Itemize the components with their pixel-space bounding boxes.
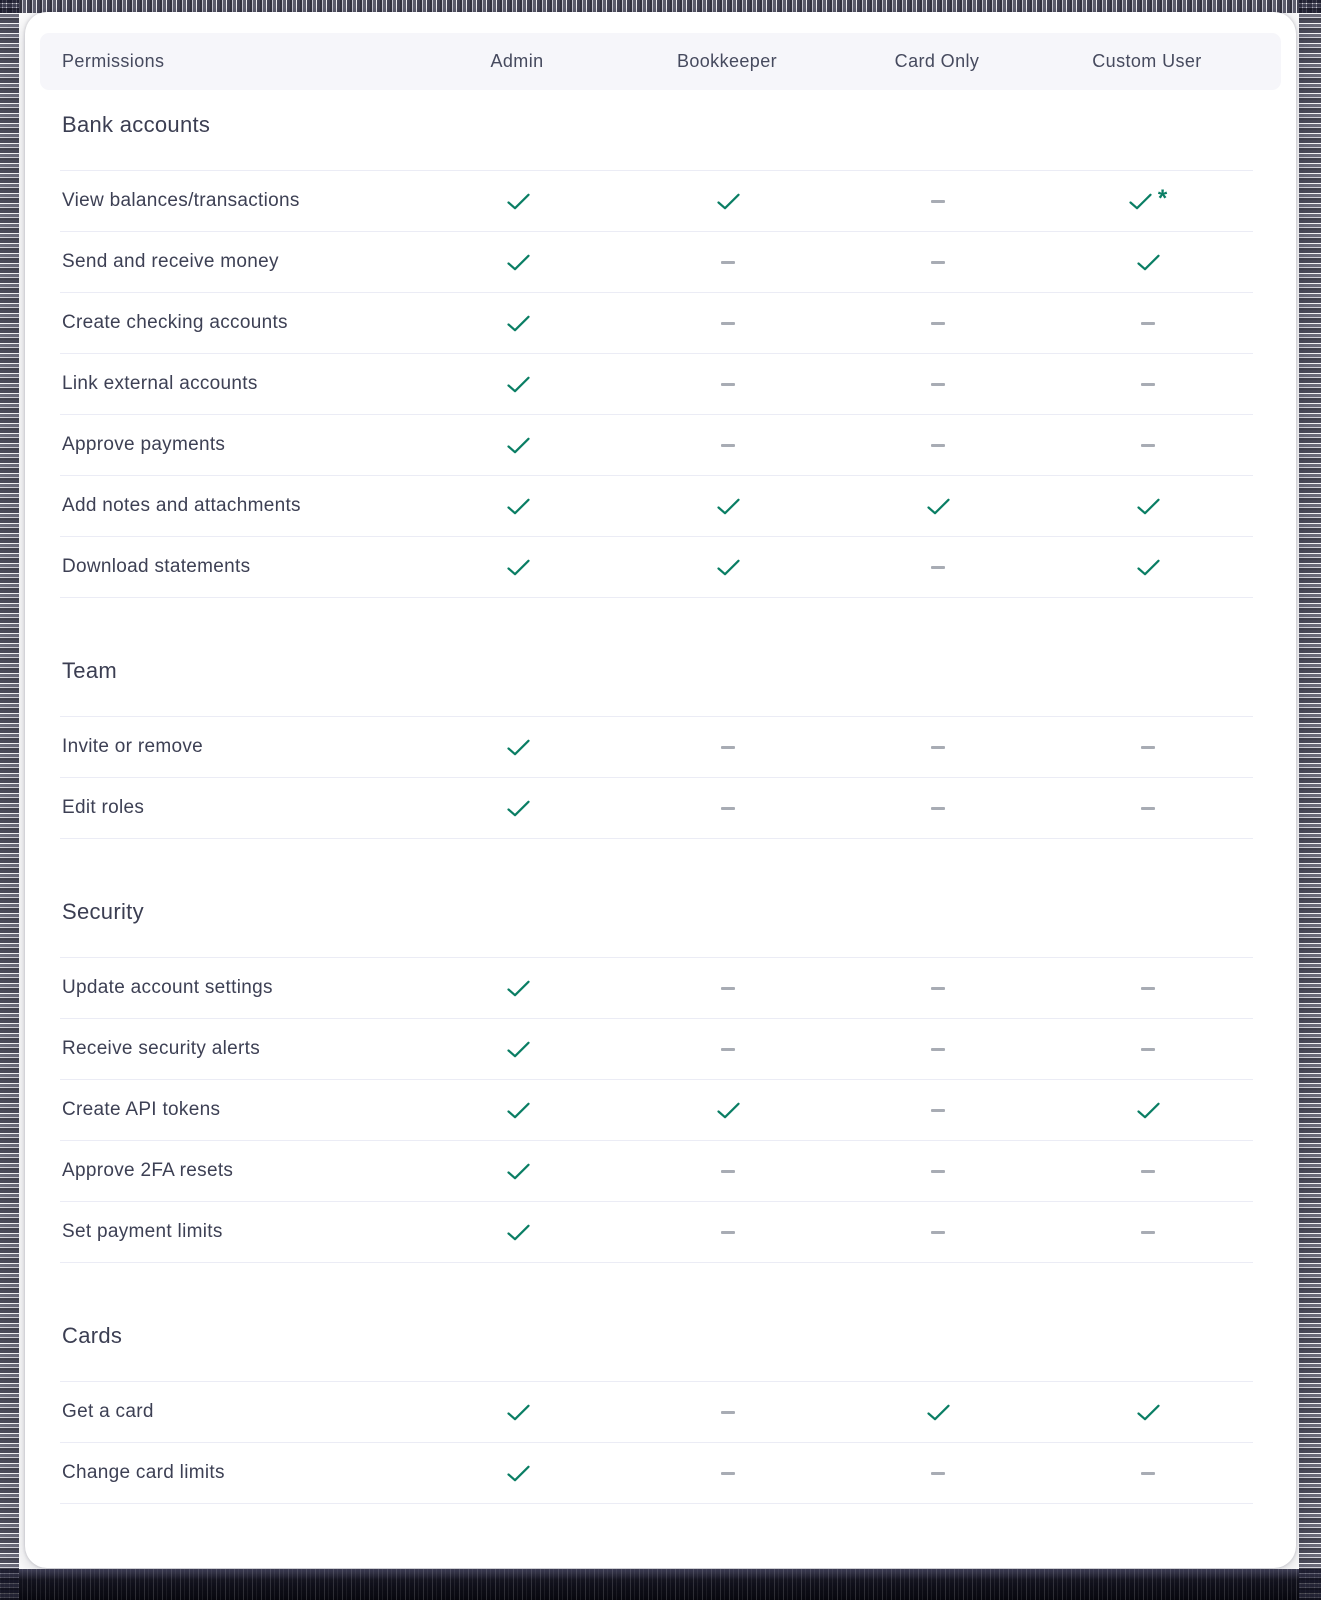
check-icon [507, 498, 530, 515]
check-icon [507, 254, 530, 271]
permission-cell [623, 1472, 833, 1475]
permission-cell [1043, 1404, 1253, 1421]
check-icon [1137, 498, 1160, 515]
permission-cell [413, 315, 623, 332]
dash-icon [1141, 987, 1155, 990]
permission-label: Get a card [62, 1401, 154, 1422]
permission-cell [1043, 322, 1253, 325]
permission-cell [1043, 383, 1253, 386]
permission-cell [833, 383, 1043, 386]
check-icon [717, 559, 740, 576]
dash-icon [931, 1231, 945, 1234]
dash-icon [721, 1411, 735, 1414]
check-icon [1137, 1102, 1160, 1119]
permission-cell [833, 1404, 1043, 1421]
permission-cell [623, 261, 833, 264]
table-row [60, 293, 1253, 354]
permission-cell [833, 261, 1043, 264]
check-icon [1129, 193, 1152, 210]
permission-cell [1043, 1231, 1253, 1234]
permission-cell [1043, 746, 1253, 749]
permission-label: Approve 2FA resets [62, 1160, 234, 1181]
section-rows [60, 958, 1253, 1263]
table-row [60, 778, 1253, 839]
dash-icon [931, 322, 945, 325]
permission-label: Update account settings [62, 977, 273, 998]
permission-cell [623, 1170, 833, 1173]
permission-cell [623, 987, 833, 990]
permission-cell [833, 566, 1043, 569]
dash-icon [721, 444, 735, 447]
table-row [60, 1382, 1253, 1443]
table-row [60, 958, 1253, 1019]
column-header-bookkeeper: Bookkeeper [676, 51, 778, 71]
permission-cell [413, 193, 623, 210]
table-row [60, 1443, 1253, 1504]
permission-cell [833, 746, 1043, 749]
permission-cell [413, 1404, 623, 1421]
dash-icon [1141, 1231, 1155, 1234]
permission-cell: * [1043, 193, 1253, 210]
dash-icon [931, 200, 945, 203]
dash-icon [721, 261, 735, 264]
column-header-admin: Admin [490, 51, 544, 71]
permission-cell [833, 200, 1043, 203]
table-row [60, 717, 1253, 778]
column-header-card-only: Card Only [894, 51, 980, 71]
dash-icon [931, 807, 945, 810]
permission-cell [833, 322, 1043, 325]
permission-cell [623, 559, 833, 576]
permission-cell [1043, 1048, 1253, 1051]
check-icon [507, 800, 530, 817]
permission-cell [833, 1170, 1043, 1173]
permission-cell [623, 1102, 833, 1119]
table-row [60, 1019, 1253, 1080]
dash-icon [721, 1048, 735, 1051]
permission-label: Edit roles [62, 797, 145, 818]
check-icon [507, 193, 530, 210]
dash-icon [1141, 1472, 1155, 1475]
permission-cell [623, 807, 833, 810]
check-icon [717, 1102, 740, 1119]
check-icon [507, 1102, 530, 1119]
check-icon [507, 1224, 530, 1241]
check-icon [507, 1041, 530, 1058]
check-icon [1137, 1404, 1160, 1421]
permission-cell [623, 383, 833, 386]
section-title: Team [60, 598, 1253, 717]
dash-icon [721, 1170, 735, 1173]
check-icon [927, 1404, 950, 1421]
dash-icon [931, 444, 945, 447]
permission-cell [833, 444, 1043, 447]
dash-icon [1141, 444, 1155, 447]
permission-cell [833, 807, 1043, 810]
permissions-table-card [25, 12, 1296, 1568]
check-icon [1137, 559, 1160, 576]
dash-icon [1141, 383, 1155, 386]
permission-label: Receive security alerts [62, 1038, 261, 1059]
permission-cell [413, 1041, 623, 1058]
permission-section [60, 1263, 1253, 1504]
permission-cell [623, 1231, 833, 1234]
check-icon [507, 315, 530, 332]
check-icon [507, 1404, 530, 1421]
table-row [60, 1202, 1253, 1263]
permission-cell [833, 1472, 1043, 1475]
dash-icon [931, 1109, 945, 1112]
permission-label: Approve payments [62, 434, 226, 455]
permission-label: View balances/transactions [62, 190, 300, 211]
permission-section [60, 839, 1253, 1263]
column-header-custom-user: Custom User [1092, 51, 1202, 71]
dash-icon [931, 1048, 945, 1051]
check-icon [927, 498, 950, 515]
permission-cell [833, 987, 1043, 990]
table-row [60, 1141, 1253, 1202]
dash-icon [721, 807, 735, 810]
permission-cell [623, 444, 833, 447]
permission-label: Set payment limits [62, 1221, 223, 1242]
check-icon [507, 437, 530, 454]
permission-cell [1043, 559, 1253, 576]
decorative-noise-border-right [1299, 0, 1321, 1600]
permission-cell [833, 1048, 1043, 1051]
permission-cell [413, 559, 623, 576]
dash-icon [721, 322, 735, 325]
section-title: Security [60, 839, 1253, 958]
dash-icon [721, 746, 735, 749]
permission-cell [413, 800, 623, 817]
permission-section [60, 90, 1253, 598]
permission-cell [1043, 254, 1253, 271]
permission-cell [413, 980, 623, 997]
check-icon [507, 559, 530, 576]
permission-cell [833, 1231, 1043, 1234]
table-row [60, 232, 1253, 293]
check-icon [507, 980, 530, 997]
permission-cell [1043, 1472, 1253, 1475]
permission-label: Add notes and attachments [62, 495, 301, 516]
permission-cell [833, 1109, 1043, 1112]
permission-label: Link external accounts [62, 373, 258, 394]
permission-cell [413, 254, 623, 271]
permission-section [60, 598, 1253, 839]
permission-cell [623, 1411, 833, 1414]
check-icon [1137, 254, 1160, 271]
permission-label: Invite or remove [62, 736, 204, 757]
permission-cell [413, 739, 623, 756]
dash-icon [1141, 746, 1155, 749]
permission-cell [623, 746, 833, 749]
permission-cell [1043, 1102, 1253, 1119]
permission-cell [413, 1224, 623, 1241]
column-header-permissions: Permissions [62, 51, 165, 71]
section-rows [60, 171, 1253, 598]
decorative-noise-border-bottom [0, 1569, 1321, 1600]
permission-cell [1043, 807, 1253, 810]
dash-icon [721, 383, 735, 386]
dash-icon [721, 1231, 735, 1234]
permission-cell [623, 1048, 833, 1051]
section-rows [60, 717, 1253, 839]
check-icon [507, 1163, 530, 1180]
check-icon [507, 1465, 530, 1482]
permission-cell [1043, 987, 1253, 990]
dash-icon [931, 1472, 945, 1475]
permission-cell [413, 376, 623, 393]
table-row [60, 354, 1253, 415]
table-row [60, 415, 1253, 476]
dash-icon [1141, 322, 1155, 325]
dash-icon [931, 261, 945, 264]
permission-label: Create checking accounts [62, 312, 288, 333]
table-row [60, 476, 1253, 537]
permission-cell [413, 1465, 623, 1482]
permission-label: Change card limits [62, 1462, 225, 1483]
permission-label: Create API tokens [62, 1099, 221, 1120]
table-row [60, 171, 1253, 232]
permission-cell [413, 437, 623, 454]
dash-icon [931, 987, 945, 990]
decorative-noise-border-left [0, 0, 19, 1600]
section-rows [60, 1382, 1253, 1504]
permission-label: Download statements [62, 556, 251, 577]
permission-cell [413, 1163, 623, 1180]
dash-icon [1141, 807, 1155, 810]
check-icon [717, 193, 740, 210]
permission-cell [623, 322, 833, 325]
section-title: Bank accounts [60, 90, 1253, 171]
check-icon [507, 739, 530, 756]
permission-cell [413, 1102, 623, 1119]
dash-icon [1141, 1170, 1155, 1173]
table-row [60, 537, 1253, 598]
dash-icon [931, 566, 945, 569]
dash-icon [1141, 1048, 1155, 1051]
dash-icon [931, 383, 945, 386]
permission-cell [1043, 444, 1253, 447]
dash-icon [931, 1170, 945, 1173]
check-icon [507, 376, 530, 393]
table-row [60, 1080, 1253, 1141]
permission-cell [1043, 498, 1253, 515]
dash-icon [931, 746, 945, 749]
check-icon [717, 498, 740, 515]
permission-cell [413, 498, 623, 515]
permission-cell [833, 498, 1043, 515]
permission-cell [623, 498, 833, 515]
table-header [40, 33, 1281, 90]
permission-label: Send and receive money [62, 251, 279, 272]
section-title: Cards [60, 1263, 1253, 1382]
permission-cell [1043, 1170, 1253, 1173]
permission-cell [623, 193, 833, 210]
table-body [60, 90, 1253, 1504]
dash-icon [721, 1472, 735, 1475]
dash-icon [721, 987, 735, 990]
